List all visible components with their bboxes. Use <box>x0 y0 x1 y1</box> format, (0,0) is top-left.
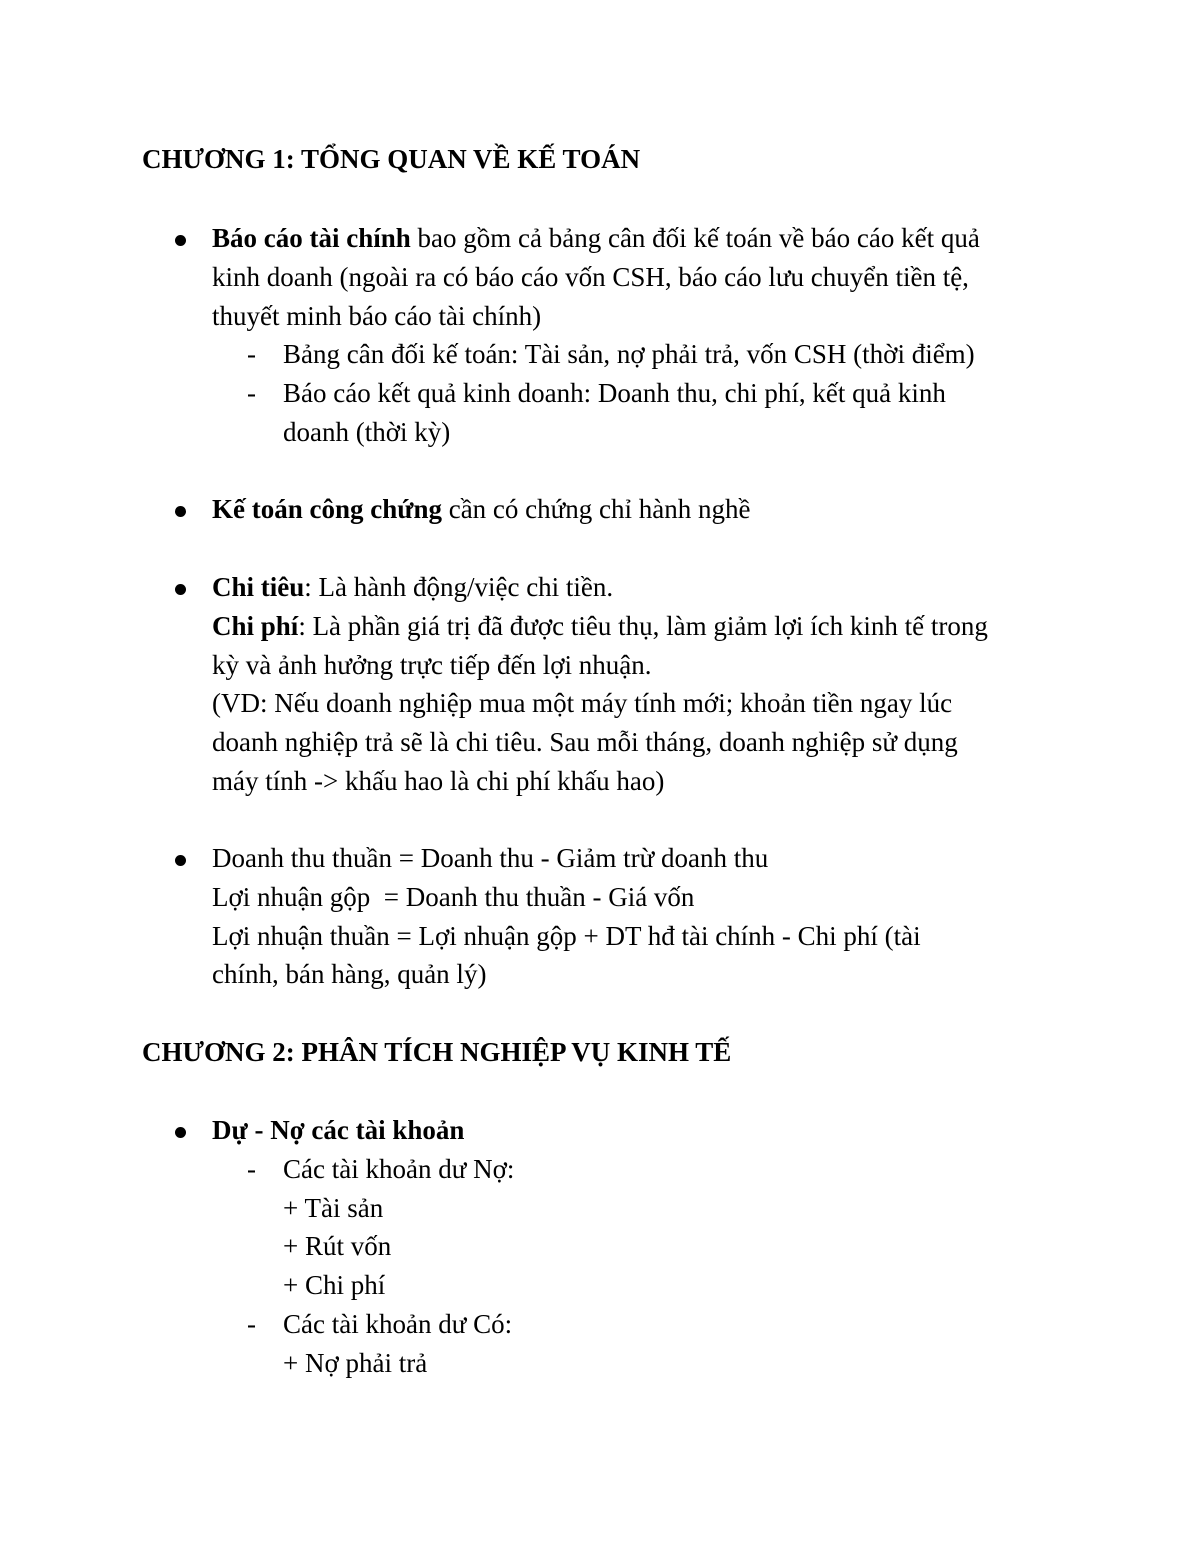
bold-term: Báo cáo tài chính <box>212 223 411 253</box>
text-span: cần có chứng chỉ hành nghề <box>441 494 751 524</box>
text-line <box>212 490 1072 529</box>
text-line: Các tài khoản dư Nợ: <box>283 1153 515 1184</box>
text-line: chính, bán hàng, quản lý) <box>212 959 487 990</box>
text-span: bao gồm cả bảng cân đối kế toán về báo cáo kết quả <box>410 223 980 253</box>
text-line <box>212 607 1072 646</box>
text-line: kỳ và ảnh hưởng trực tiếp đến lợi nhuận. <box>212 649 652 680</box>
sub-item-balance-sheet <box>212 335 1072 374</box>
bullet-dot-icon <box>175 584 186 595</box>
text-line: Doanh thu thuần = Doanh thu - Giảm trừ doanh thu <box>212 843 769 873</box>
text-line: Lợi nhuận gộp = Doanh thu thuần - Giá vốn <box>212 881 695 912</box>
text-line <box>212 568 1072 607</box>
bullet-dot-icon <box>175 235 186 246</box>
text-span: : Là hành động/việc chi tiền. <box>304 572 614 602</box>
bullet-expenditure-vs-expense <box>212 568 1072 801</box>
text-line: doanh nghiệp trả sẽ là chi tiêu. Sau mỗi tháng, doanh nghiệp sử dụng <box>212 727 958 758</box>
bold-term: Chi phí <box>212 610 299 641</box>
text-line: Báo cáo kết quả kinh doanh: Doanh thu, chi phí, kết quả kinh <box>283 378 946 409</box>
text-line: Lợi nhuận thuần = Lợi nhuận gộp + DT hđ tài chính - Chi phí (tài <box>212 920 921 951</box>
list-item: + Chi phí <box>283 1270 386 1301</box>
bullet-dot-icon <box>175 506 186 517</box>
text-line: kinh doanh (ngoài ra có báo cáo vốn CSH, báo cáo lưu chuyển tiền tệ, <box>212 261 969 292</box>
bullet-dot-icon <box>175 855 186 866</box>
dash-marker: - <box>247 378 256 409</box>
text-line: Bảng cân đối kế toán: Tài sản, nợ phải trả, vốn CSH (thời điểm) <box>283 339 975 370</box>
dash-marker: - <box>247 1308 256 1339</box>
chapter-2-heading: CHƯƠNG 2: PHÂN TÍCH NGHIỆP VỤ KINH TẾ <box>142 1037 732 1067</box>
bullet-dot-icon <box>175 1127 186 1138</box>
bullet-public-accountant <box>212 490 1072 529</box>
text-line: máy tính -> khấu hao là chi phí khấu hao) <box>212 765 665 796</box>
sub-item-debit-accounts <box>212 1150 1072 1189</box>
bold-term: Dự - Nợ các tài khoản <box>212 1115 465 1145</box>
dash-marker: - <box>247 339 256 370</box>
bullet-account-balances <box>212 1111 1072 1383</box>
list-item: + Tài sản <box>283 1192 384 1223</box>
chapter-1-heading: CHƯƠNG 1: TỔNG QUAN VỀ KẾ TOÁN <box>142 144 641 174</box>
list-item: + Nợ phải trả <box>283 1347 428 1378</box>
bold-term: Kế toán công chứng <box>212 494 442 524</box>
text-span: : Là phần giá trị đã được tiêu thụ, làm giảm lợi ích kinh tế trong <box>298 610 988 641</box>
list-item: + Rút vốn <box>283 1231 392 1262</box>
text-line: doanh (thời kỳ) <box>283 416 451 447</box>
bullet-revenue-formulas <box>212 839 1072 994</box>
text-line: thuyết minh báo cáo tài chính) <box>212 300 542 331</box>
text-line: Các tài khoản dư Có: <box>283 1308 513 1339</box>
bullet-financial-statements <box>212 219 1072 452</box>
bold-term: Chi tiêu <box>212 572 305 602</box>
sub-item-income-statement <box>212 374 1072 452</box>
sub-item-credit-accounts <box>212 1305 1072 1344</box>
dash-marker: - <box>247 1153 256 1184</box>
text-line <box>212 219 1072 258</box>
text-line: (VD: Nếu doanh nghiệp mua một máy tính mới; khoản tiền ngay lúc <box>212 688 953 719</box>
